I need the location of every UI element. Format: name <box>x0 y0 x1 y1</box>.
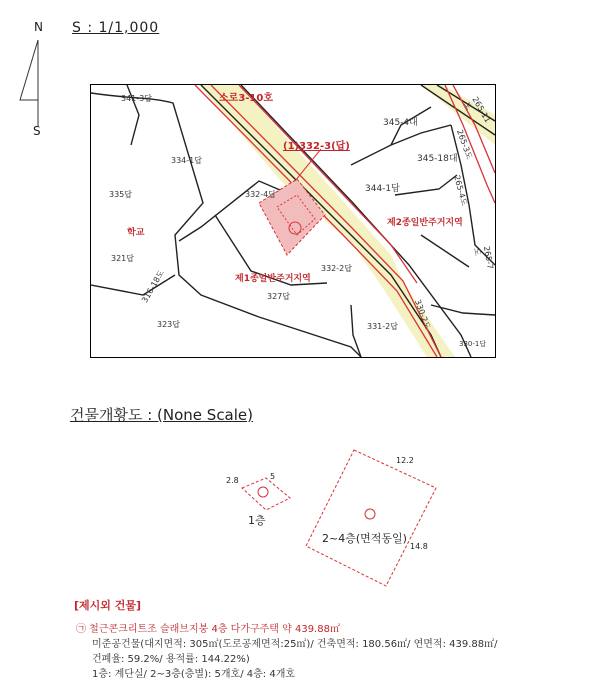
desc-line-4: 1층: 계단실/ 2~3층(층별): 5개호/ 4층: 4개호 <box>92 669 296 680</box>
zone2-label: 제2종일반주거지역 <box>387 218 463 228</box>
parcel-label: 345-4대 <box>383 118 418 128</box>
dim-small-l: 5 <box>270 472 276 481</box>
dim-large-top: 12.2 <box>396 456 414 465</box>
parcel-label: 332-4답 <box>245 190 276 199</box>
parcel-label: 327답 <box>267 292 290 301</box>
parcel-label: 332-2답 <box>321 264 352 273</box>
parcel-label: 334-1답 <box>171 156 202 165</box>
school-label: 학교 <box>127 228 145 238</box>
overview-title: 건물개황도 : (None Scale) <box>70 406 254 424</box>
dim-large-side: 14.8 <box>410 542 428 551</box>
map-scale: S : 1/1,000 <box>72 20 160 36</box>
target-lot-label: (1)332-3(답) <box>283 141 350 152</box>
road-label: 소로3-10호 <box>219 93 274 104</box>
floor2to4-label: 2~4층(면적동일) <box>322 532 407 545</box>
parcel-label: 265-7도 <box>472 245 495 270</box>
parcel-label: 344-1답 <box>365 184 400 194</box>
south-label: S <box>33 124 41 138</box>
parcel-label: 265-11도 <box>461 95 493 125</box>
parcel-label: 321답 <box>111 254 134 263</box>
parcel-label: 331-2답 <box>367 322 398 331</box>
north-label: N <box>34 20 43 34</box>
floor1-label: 1층 <box>248 514 266 527</box>
cadastral-map <box>90 84 496 358</box>
parcel-label: 323답 <box>157 320 180 329</box>
parcel-label: 345-18대 <box>417 154 458 164</box>
parcel-label: 316-18도 <box>140 268 166 305</box>
parcel-label: 265-4도 <box>452 174 469 207</box>
desc-line-1: ㉠ 철근콘크리트조 슬래브지붕 4층 다가구주택 약 439.88㎡ <box>76 624 340 635</box>
dim-small-w: 2.8 <box>226 476 239 485</box>
parcel-label: 330-1답 <box>459 340 487 348</box>
parcel-label: 330-2도 <box>412 298 433 331</box>
desc-line-2: 미준공건물(대지면적: 305㎡(도로공제면적:25㎡)/ 건축면적: 180.56㎡/ 연면적: 439.88㎡/ <box>92 639 498 650</box>
desc-line-3: 건폐율: 59.2%/ 용적률: 144.22%) <box>92 654 250 665</box>
parcel-label: 335답 <box>109 190 132 199</box>
section-title: [제시외 건물] <box>74 599 142 612</box>
zone1-label: 제1종일반주거지역 <box>235 274 311 284</box>
parcel-label: 265-3도 <box>454 128 475 161</box>
parcel-label: 341-3답 <box>121 94 152 103</box>
